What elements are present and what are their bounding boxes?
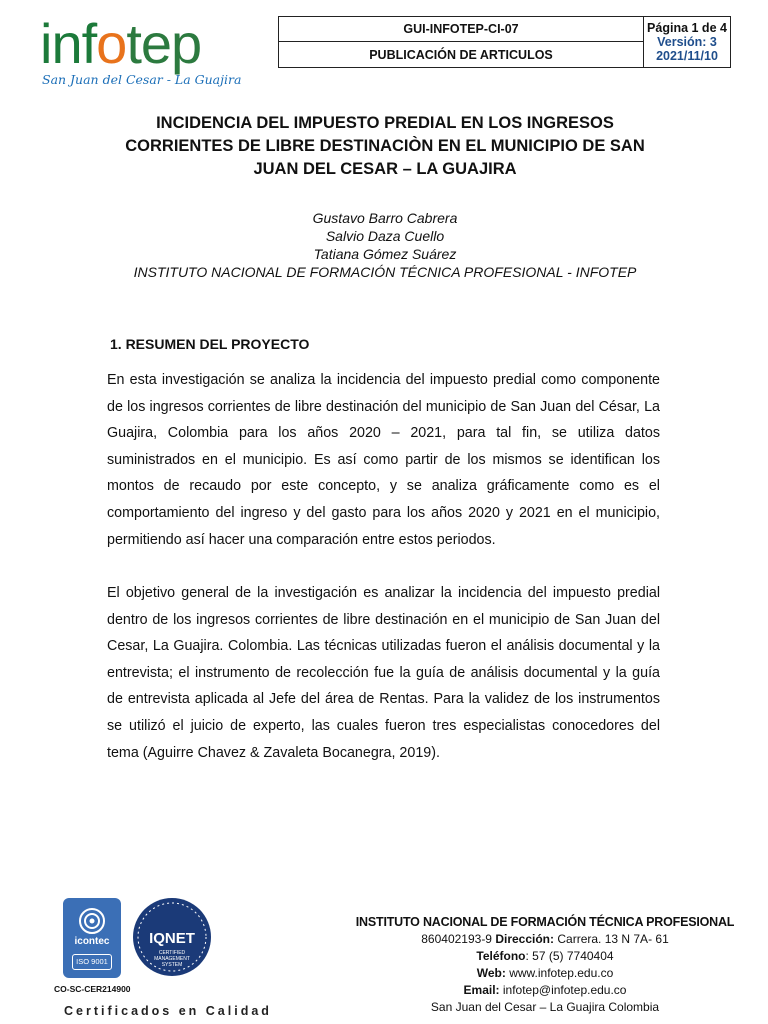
logo-tagline: San Juan del Cesar - La Guajira: [42, 72, 242, 87]
footer-contact-info: [345, 914, 745, 1016]
document-type-title: PUBLICACIÓN DE ARTICULOS: [279, 42, 644, 68]
version-date: 2021/11/10: [656, 49, 718, 63]
article-title-line: INCIDENCIA DEL IMPUESTO PREDIAL EN LOS INGRESOS: [156, 114, 614, 132]
logo-wordmark: infotep: [40, 12, 202, 75]
article-title: [90, 112, 680, 181]
web-link[interactable]: www.infotep.edu.co: [509, 966, 614, 980]
author-name: Tatiana Gómez Suárez: [313, 246, 457, 262]
body-paragraph: El objetivo general de la investigación es analizar la incidencia del impuesto predial dentro de los ingresos corrientes de libre destinación en el municipio de San Juan del Cesar, La Guajira. Colombia. Las técnicas utilizadas fueron el análisis documental y la entrevista; el instrumento de recolección fue la guía de análisis documental y la guía de entrevista aplicada al Jefe del área de Rentas. Para la validez de los instrumentos se utilizó el juicio de experto, las cuales fueron tres especialistas conocedores del tema (Aguirre Chavez & Zavaleta Bocanegra, 2019).: [107, 585, 660, 761]
authors-block: [60, 209, 710, 281]
iqnet-subtitle: CERTIFIED MANAGEMENT SYSTEM: [154, 950, 190, 968]
body-paragraph: En esta investigación se analiza la incidencia del impuesto predial como componente de los ingresos corrientes de libre destinación del municipio de San Juan del César, La Guajira, Colombia para los años 2020 – 2021, para tal fin, se utiliza datos suministrados en el municipio. Es así como partir de los mismos se identifican los montos de recaudo por este concepto, y se analiza gráficamente como es el comportamiento del ingreso y del gasto para los años 2020 y 2021 en el municipio, permitiendo así hacer una comparación entre estos periodos.: [107, 372, 660, 548]
certificate-code: CO-SC-CER214900: [54, 984, 131, 994]
document-header-table: [278, 16, 731, 68]
certified-quality-text: Certificados en Calidad: [64, 1004, 272, 1018]
footer-institution: INSTITUTO NACIONAL DE FORMACIÓN TÉCNICA PROFESIONAL: [355, 915, 735, 929]
document-code: GUI-INFOTEP-CI-07: [279, 17, 644, 42]
nit: 860402193-9: [421, 932, 492, 946]
phone: : 57 (5) 7740404: [525, 949, 614, 963]
author-institution: INSTITUTO NACIONAL DE FORMACIÓN TÉCNICA PROFESIONAL - INFOTEP: [133, 264, 637, 280]
icontec-logo: [63, 898, 121, 978]
email-link[interactable]: infotep@infotep.edu.co: [502, 983, 627, 997]
footer-city: San Juan del Cesar – La Guajira Colombia: [430, 1000, 660, 1014]
page-number: Página 1 de 4: [647, 21, 727, 35]
infotep-logo: [40, 12, 242, 88]
version: Versión: 3: [657, 35, 717, 49]
icontec-emblem-icon: [77, 906, 107, 936]
footer-address-line: [345, 931, 745, 948]
iqnet-label: IQNET: [149, 930, 195, 947]
iqnet-logo: [133, 898, 211, 976]
author-name: Gustavo Barro Cabrera: [312, 210, 458, 226]
iso-9001-badge: ISO 9001: [72, 954, 112, 970]
footer-email-line: [345, 982, 745, 999]
address: Carrera. 13 N 7A- 61: [557, 932, 669, 946]
section-heading: 1. RESUMEN DEL PROYECTO: [110, 336, 310, 352]
article-title-line: CORRIENTES DE LIBRE DESTINACIÒN EN EL MUNICIPIO DE SAN: [125, 137, 645, 155]
footer-phone-line: [345, 948, 745, 965]
phone-label: Teléfono: [476, 949, 526, 963]
author-name: Salvio Daza Cuello: [325, 228, 445, 244]
address-label: Dirección:: [495, 932, 555, 946]
article-title-line: JUAN DEL CESAR – LA GUAJIRA: [253, 160, 517, 178]
icontec-label: icontec: [74, 936, 110, 947]
page-info-cell: [644, 17, 731, 68]
web-label: Web:: [476, 966, 506, 980]
footer-web-line: [345, 965, 745, 982]
email-label: Email:: [463, 983, 500, 997]
